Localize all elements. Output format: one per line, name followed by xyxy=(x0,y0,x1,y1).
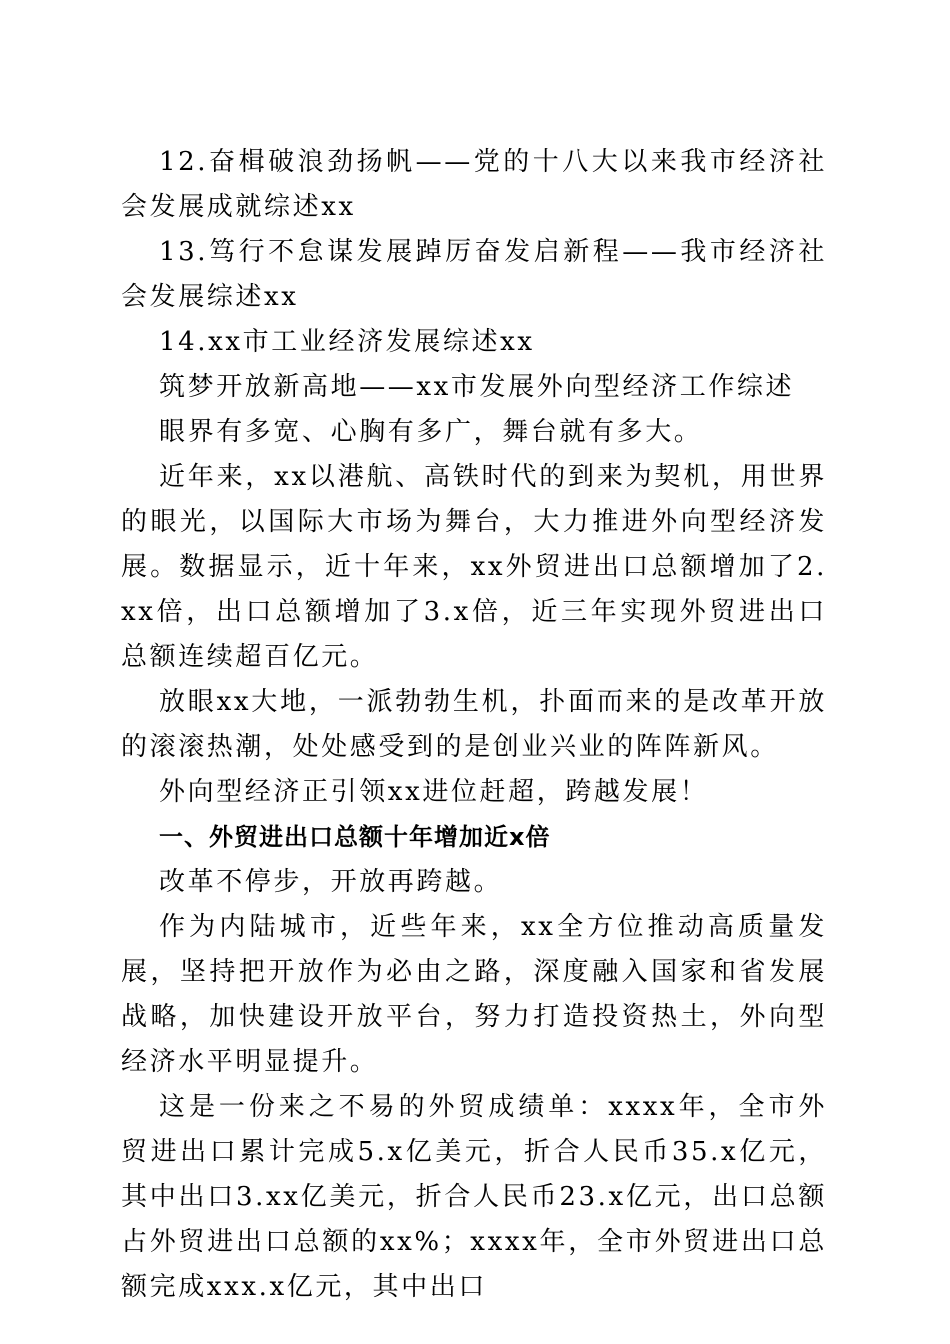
paragraph-inland-city: 作为内陆城市，近些年来，xx全方位推动高质量发展，坚持把开放作为必由之路，深度融入国家和省发展战略，加快建设开放平台，努力打造投资热土，外向型经济水平明显提升。 xyxy=(121,912,827,1077)
article-title: 筑梦开放新高地——xx市发展外向型经济工作综述 xyxy=(159,372,795,402)
paragraph-item-12: 12.奋楫破浪劲扬帆——党的十八大以来我市经济社会发展成就综述xx xyxy=(121,147,827,222)
paragraph-intro-quote: 眼界有多宽、心胸有多广，舞台就有多大。 xyxy=(159,417,703,447)
paragraph-overview: 近年来，xx以港航、高铁时代的到来为契机，用世界的眼光，以国际大市场为舞台，大力推进外向型经济发展。数据显示，近十年来，xx外贸进出口总额增加了2.xx倍，出口总额增加了3.x倍，近三年实现外贸进出口总额连续超百亿元。 xyxy=(121,462,827,672)
section-heading-1: 一、外贸进出口总额十年增加近x倍 xyxy=(159,823,551,851)
paragraph-reform: 改革不停步，开放再跨越。 xyxy=(159,867,503,897)
paragraph-item-13: 13.笃行不怠谋发展踔厉奋发启新程——我市经济社会发展综述xx xyxy=(121,237,827,312)
paragraph-trade-report: 这是一份来之不易的外贸成绩单：xxxx年，全市外贸进出口累计完成5.x亿美元，折合人民币35.x亿元，其中出口3.xx亿美元，折合人民币23.x亿元，出口总额占外贸进出口总额的xx%；xxxx年，全市外贸进出口总额完成xxx.x亿元，其中出口 xyxy=(121,1092,827,1302)
paragraph-item-14: 14.xx市工业经济发展综述xx xyxy=(159,327,535,357)
paragraph-vitality: 放眼xx大地，一派勃勃生机，扑面而来的是改革开放的滚滚热潮，处处感受到的是创业兴业的阵阵新风。 xyxy=(121,687,827,762)
paragraph-leading: 外向型经济正引领xx进位赶超，跨越发展！ xyxy=(159,777,709,807)
document-body xyxy=(121,140,827,1310)
